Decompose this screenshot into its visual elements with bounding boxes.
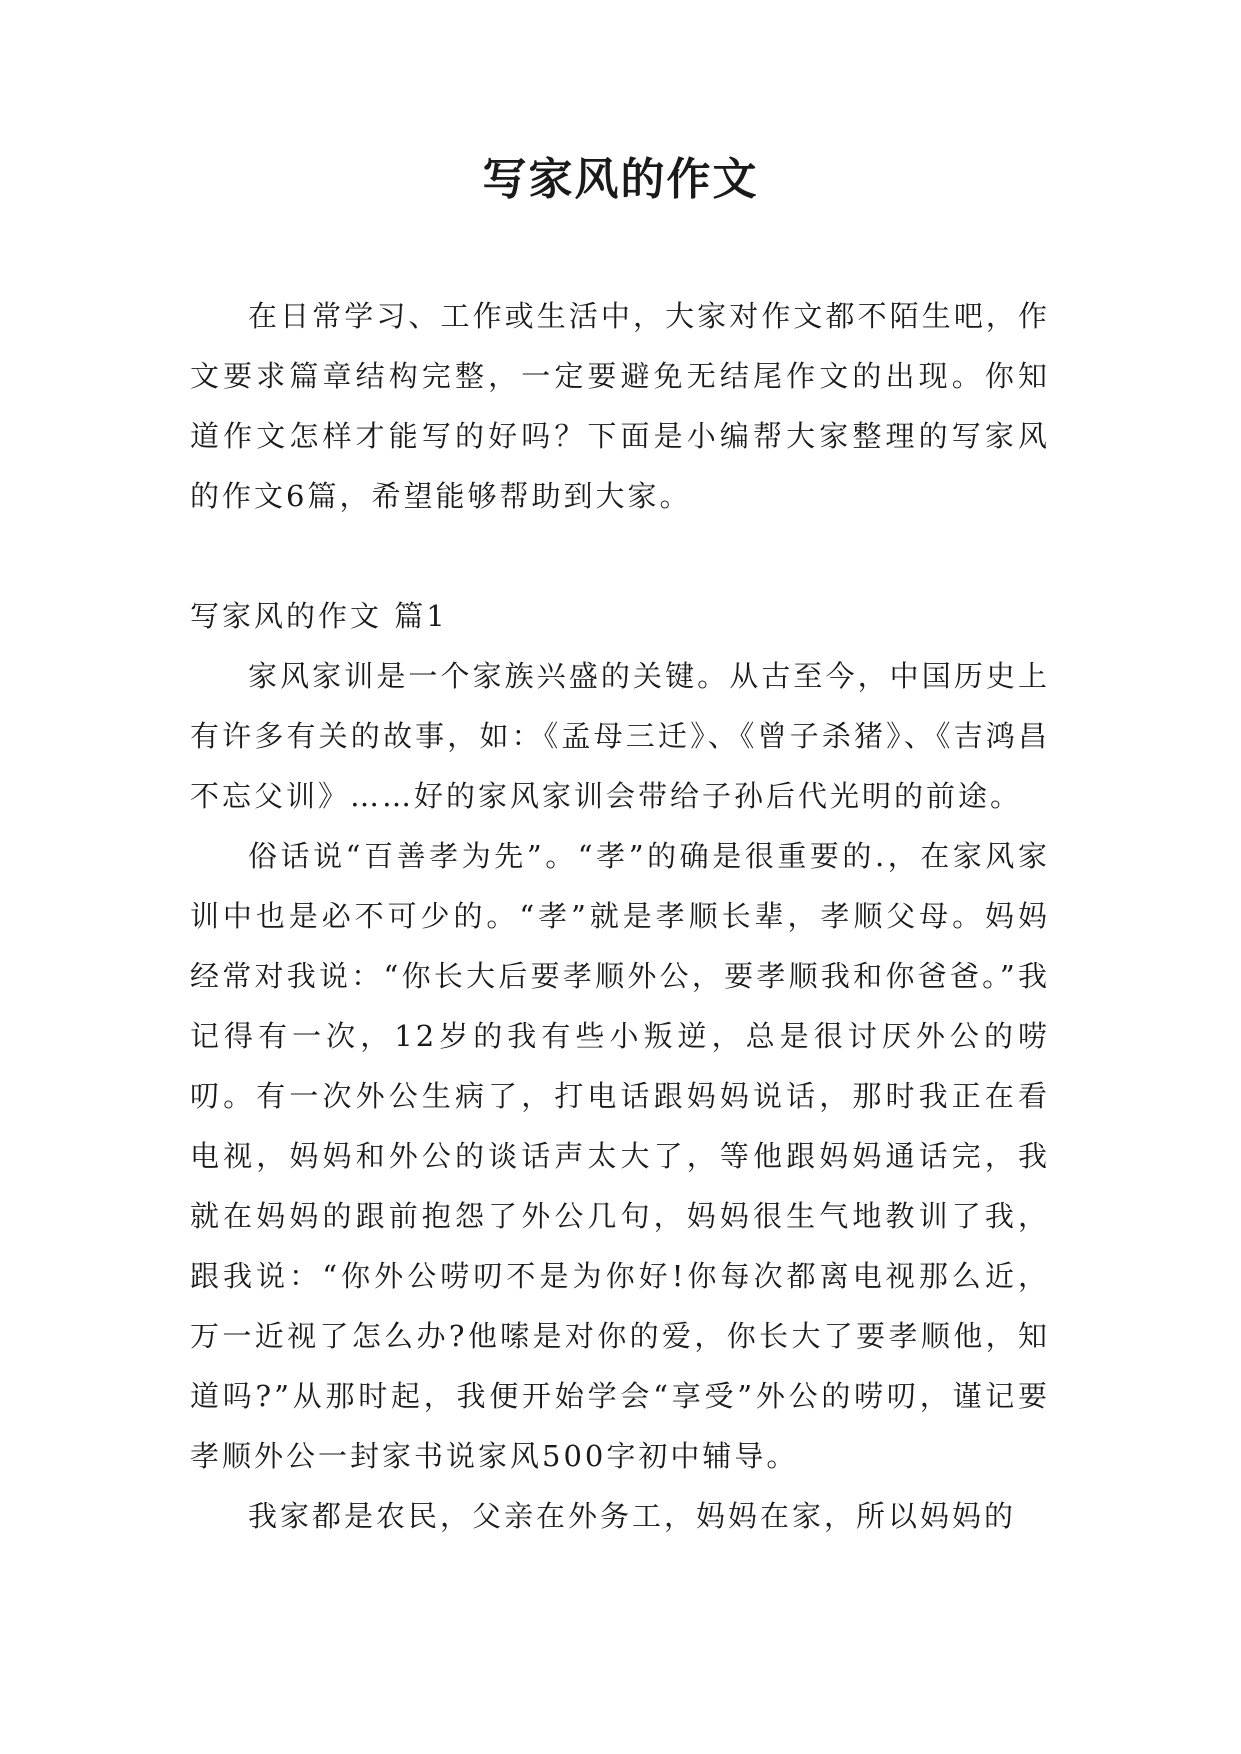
document-title: 写家风的作文 <box>482 154 759 205</box>
body-paragraph: 我家都是农民，父亲在外务工，妈妈在家，所以妈妈的 <box>248 1499 1017 1533</box>
intro-paragraph: 在日常学习、工作或生活中，大家对作文都不陌生吧，作文要求篇章结构完整，一定要避免无结尾作文的出现。你知道作文怎样才能写的好吗？下面是小编帮大家整理的写家风的作文6篇，希望能够帮助到大家。 <box>190 299 1050 513</box>
section-heading: 写家风的作文 篇1 <box>190 599 448 633</box>
body-paragraph: 家风家训是一个家族兴盛的关键。从古至今，中国历史上有许多有关的故事，如：《孟母三迁》、《曾子杀猪》、《吉鸿昌不忘父训》……好的家风家训会带给子孙后代光明的前途。 <box>190 659 1050 813</box>
body-paragraph: 俗话说“百善孝为先”。“孝”的确是很重要的.，在家风家训中也是必不可少的。“孝”就是孝顺长辈，孝顺父母。妈妈经常对我说：“你长大后要孝顺外公，要孝顺我和你爸爸。”我记得有一次，12岁的我有些小叛逆，总是很讨厌外公的唠叨。有一次外公生病了，打电话跟妈妈说话，那时我正在看电视，妈妈和外公的谈话声太大了，等他跟妈妈通话完，我就在妈妈的跟前抱怨了外公几句，妈妈很生气地教训了我，跟我说：“你外公唠叨不是为你好!你每次都离电视那么近，万一近视了怎么办?他嗦是对你的爱，你长大了要孝顺他，知道吗?”从那时起，我便开始学会“享受”外公的唠叨，谨记要孝顺外公一封家书说家风500字初中辅导。 <box>190 839 1050 1473</box>
document-body <box>190 286 1050 1546</box>
